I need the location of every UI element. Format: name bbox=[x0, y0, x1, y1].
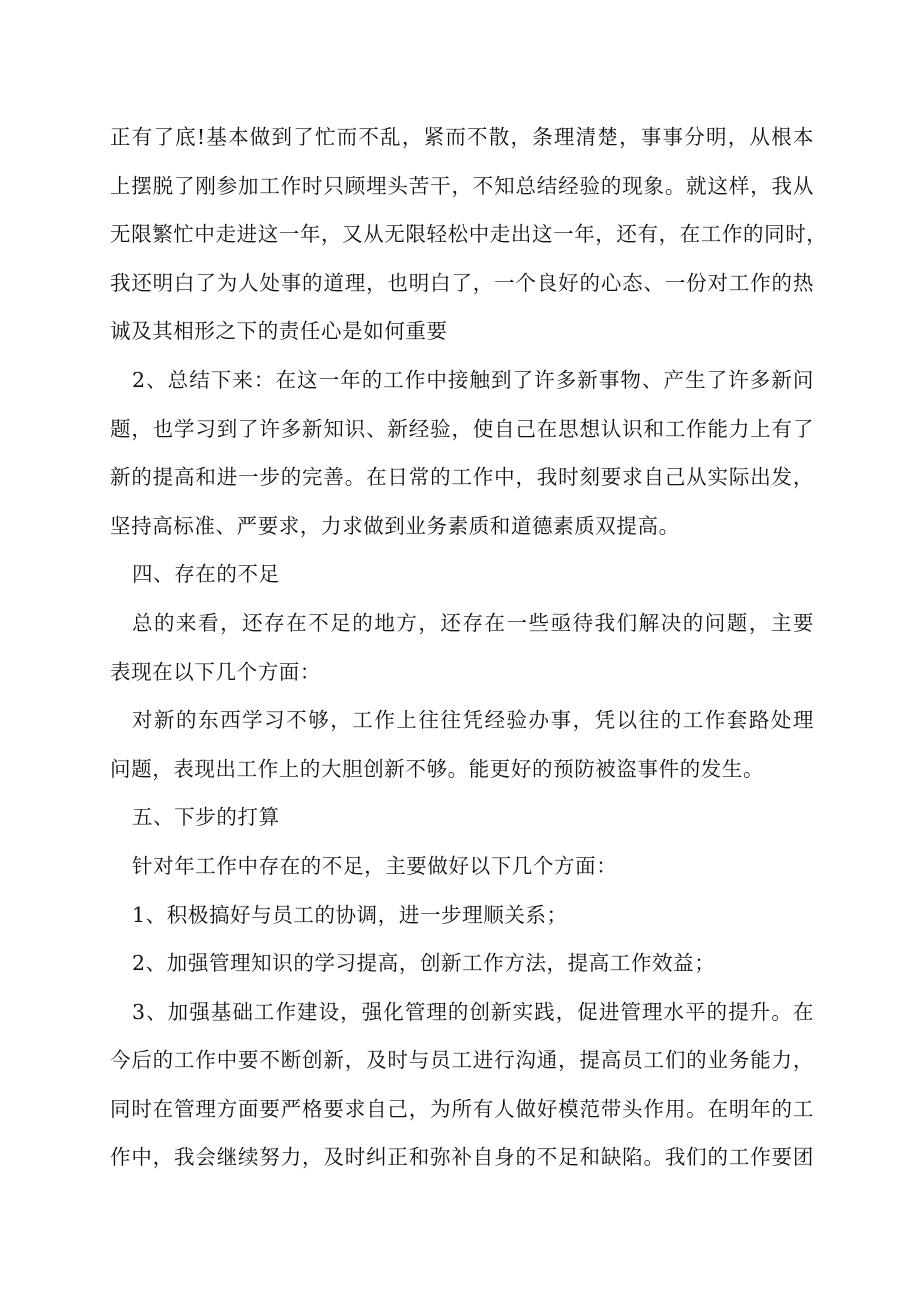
text-line: 无限繁忙中走进这一年，又从无限轻松中走出这一年，还有，在工作的同时， bbox=[110, 222, 828, 247]
text-line: 上摆脱了刚参加工作时只顾埋头苦干，不知总结经验的现象。就这样，我从 bbox=[110, 173, 814, 198]
text-line: 今后的工作中要不断创新，及时与员工进行沟通，提高员工们的业务能力， bbox=[110, 1048, 814, 1073]
text-line: 作中，我会继续努力，及时纠正和弥补自身的不足和缺陷。我们的工作要团 bbox=[110, 1145, 814, 1170]
text-line: 2、总结下来：在这一年的工作中接触到了许多新事物、产生了许多新问 bbox=[132, 367, 814, 392]
text-line: 表现在以下几个方面： bbox=[110, 659, 321, 684]
text-line: 问题，表现出工作上的大胆创新不够。能更好的预防被盗事件的发生。 bbox=[110, 756, 765, 781]
text-line: 题，也学习到了许多新知识、新经验，使自己在思想认识和工作能力上有了 bbox=[110, 416, 814, 441]
document-body bbox=[110, 113, 828, 1182]
text-line: 四、存在的不足 bbox=[132, 562, 280, 587]
text-line: 新的提高和进一步的完善。在日常的工作中，我时刻要求自己从实际出发， bbox=[110, 465, 814, 490]
text-line: 1、积极搞好与员工的协调，进一步理顺关系； bbox=[132, 902, 568, 927]
text-line: 2、加强管理知识的学习提高，创新工作方法，提高工作效益； bbox=[132, 951, 716, 976]
text-line: 我还明白了为人处事的道理，也明白了，一个良好的心态、一份对工作的热 bbox=[110, 270, 814, 295]
text-line: 同时在管理方面要严格要求自己，为所有人做好模范带头作用。在明年的工 bbox=[110, 1096, 814, 1121]
text-line: 诚及其相形之下的责任心是如何重要 bbox=[110, 319, 448, 344]
text-line: 坚持高标准、严要求，力求做到业务素质和道德素质双提高。 bbox=[110, 513, 680, 538]
text-line: 针对年工作中存在的不足，主要做好以下几个方面： bbox=[132, 853, 618, 878]
text-line: 对新的东西学习不够，工作上往往凭经验办事，凭以往的工作套路处理 bbox=[132, 708, 814, 733]
text-line: 五、下步的打算 bbox=[132, 805, 280, 830]
text-line: 正有了底!基本做到了忙而不乱，紧而不散，条理清楚，事事分明，从根本 bbox=[110, 125, 814, 149]
text-line: 3、加强基础工作建设，强化管理的创新实践，促进管理水平的提升。在 bbox=[132, 999, 814, 1024]
text-line: 总的来看，还存在不足的地方，还存在一些亟待我们解决的问题，主要 bbox=[132, 610, 814, 635]
